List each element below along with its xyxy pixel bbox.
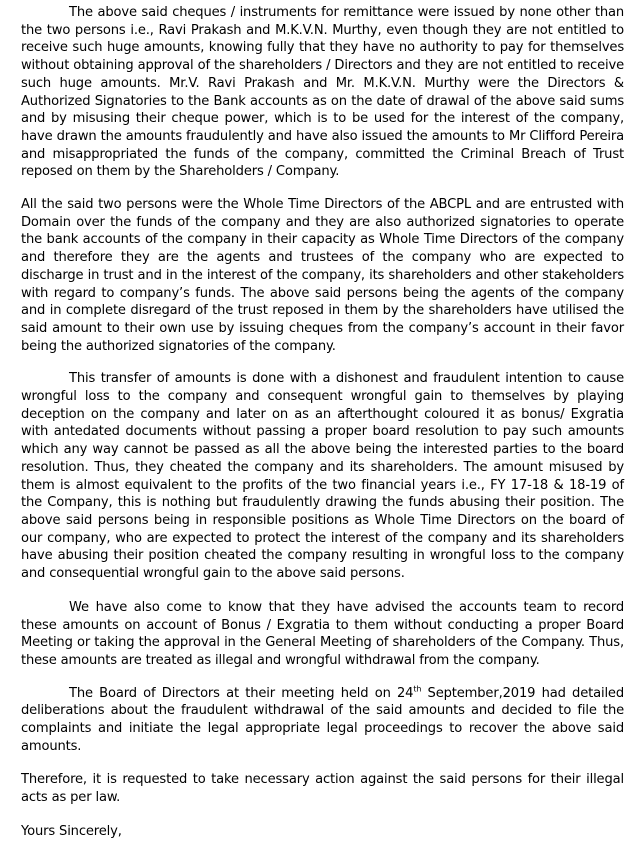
board-paragraph-before: The Board of Directors at their meeting held on 24	[69, 685, 414, 701]
paragraph-request: Therefore, it is requested to take necessary action against the said persons for their illegal acts as per law.	[21, 772, 624, 806]
paragraph-whole-time-directors: All the said two persons were the Whole Time Directors of the ABCPL and are entrusted with Domain over the funds of the company and they are also authorized signatories to operate the bank accounts of the company in their capacity as Whole Time Directors of the company and therefore they are the agents and trustees of the company who are expected to discharge in trust and in the interest of the company, its shareholders and other stakeholders with regard to company’s funds. The above said persons being the agents of the company and in complete disregard of the trust reposed in them by the shareholders have utilised the said amount to their own use by issuing cheques from the company’s account in their favor being the authorized signatories of the company.	[21, 197, 624, 354]
board-paragraph-after: September,2019 had detailed deliberations about the fraudulent withdrawal of the said amounts and decided to file the complaints and initiate the legal appropriate legal proceedings to recover the above said amounts.	[21, 685, 625, 754]
date-ordinal-suffix: th	[413, 684, 422, 694]
paragraph-bonus-exgratia: We have also come to know that they have advised the accounts team to record these amounts on account of Bonus / Exgratia to them without conducting a proper Board Meeting or taking the approval in the General Meeting of shareholders of the Company. Thus, these amounts are treated as illegal and wrongful withdrawal from the company.	[21, 599, 624, 668]
paragraph-dishonest-intention: This transfer of amounts is done with a dishonest and fraudulent intention to cause wrongful loss to the company and consequent wrongful gain to themselves by playing deception on the company and later on as an afterthought coloured it as bonus/ Exgratia with antedated documents without passing a proper board resolution to pay such amounts which any way cannot be passed as all the above being the interested parties to the board resolution. Thus, they cheated the company and its shareholders. The amount misused by them is almost equivalent to the profits of the two financial years i.e., FY 17-18 & 18-19 of the Company, this is nothing but fraudulently drawing the funds abusing their position. The above said persons being in responsible positions as Whole Time Directors on the board of our company, who are expected to protect the interest of the company and its shareholders have abusing their position cheated the company resulting in wrongful loss to the company and consequential wrongful gain to the above said persons.	[21, 371, 624, 582]
paragraph-board-meeting	[21, 685, 624, 756]
paragraph-cheques-issued: The above said cheques / instruments for remittance were issued by none other than the two persons i.e., Ravi Prakash and M.K.V.N. Murthy, even though they are not entitled to receive such huge amounts, knowing fully that they have no authority to pay for themselves without obtaining approval of the shareholders / Directors and they are not entitled to receive such huge amounts. Mr.V. Ravi Prakash and Mr. M.K.V.N. Murthy were the Directors & Authorized Signatories to the Bank accounts as on the date of drawal of the above said sums and by misusing their cheque power, which is to be used for the interest of the company, have drawn the amounts fraudulently and have also issued the amounts to Mr Clifford Pereira and misappropriated the funds of the company, committed the Criminal Breach of Trust reposed on them by the Shareholders / Company.	[21, 5, 624, 180]
closing-salutation: Yours Sincerely,	[21, 823, 122, 839]
